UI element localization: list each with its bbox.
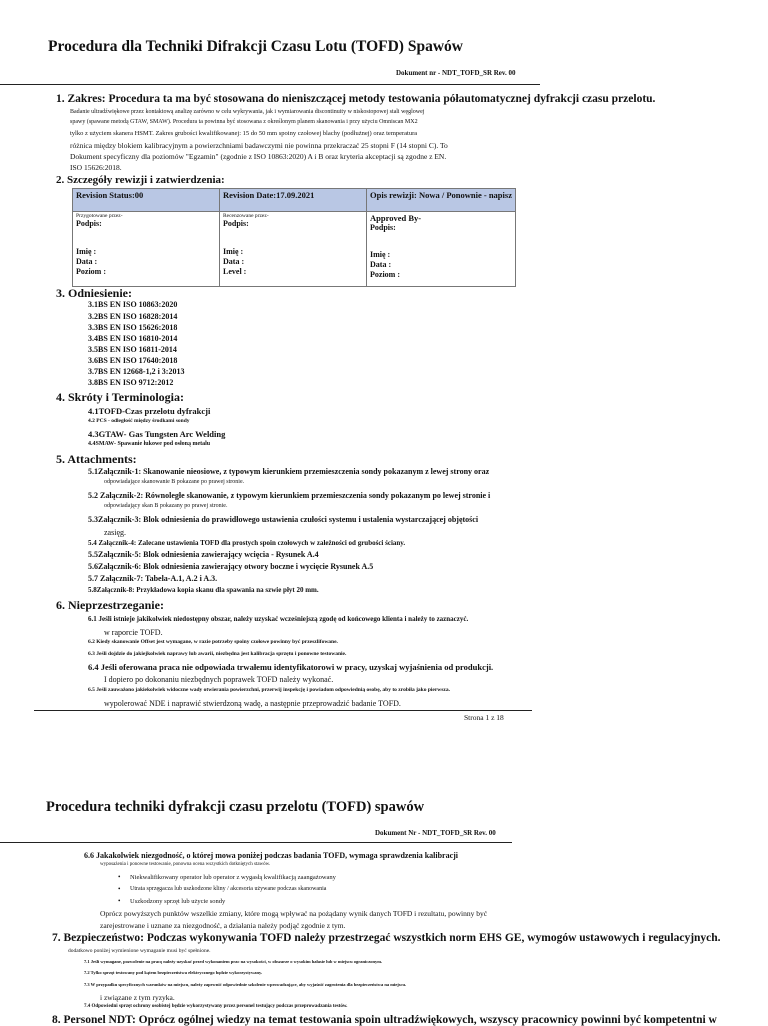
section-7-intro: dodatkowo poniżej wymienione wymaganie musi być spełnione. <box>68 948 211 954</box>
header-divider <box>0 84 540 85</box>
approved-by-cell <box>367 212 516 287</box>
attachment-subtext: odpowiadające skanowanie B pokazane po prawej stronie. <box>104 479 245 485</box>
attachment-item: 5.2 Załącznik-2: Równoległe skanowanie, z typowym kierunkiem przemieszczenia sondy pokazanym po lewej stronie i <box>88 491 491 500</box>
section-1-line: Dokument specyficzny dla poziomów "Egzamin" (zgodnie z ISO 10863:2020) A i B oraz kryteria akceptacji są zgodne z EN. <box>70 152 447 161</box>
section-3-heading: 3. Odniesienie: <box>56 286 133 300</box>
noncompliance-subtext: w raporcie TOFD. <box>104 628 163 637</box>
signature-label: Podpis: <box>76 219 102 228</box>
safety-item: 7.3 W przypadku specyficznych warunków na miejscu, należy zapewnić odpowiednie szkolenie wprowadzające, aby wyjaśnić zagrożenia dla bezpieczeństwa na miejscu. <box>84 982 407 987</box>
abbreviation-item: 4.4SMAW- Spawanie łukowe pod osłoną metalu <box>88 441 211 447</box>
section-4-heading: 4. Skróty i Terminologia: <box>56 390 185 404</box>
prepared-by-cell <box>73 212 220 287</box>
page-2-title: Procedura techniki dyfrakcji czasu przelotu (TOFD) spawów <box>46 799 425 815</box>
level-label: Poziom : <box>76 267 106 276</box>
reference-item: 3.8BS EN ISO 9712:2012 <box>88 378 174 387</box>
reference-item: 3.3BS EN ISO 15626:2018 <box>88 323 178 332</box>
footer-divider <box>34 710 532 711</box>
section-6-heading: 6. Nieprzestrzeganie: <box>56 598 164 612</box>
attachment-item: 5.8Załącznik-8: Przykładowa kopia skanu dla spawania na szwie płyt 20 mm. <box>88 586 319 594</box>
section-1-line: ISO 15626:2018. <box>70 163 122 172</box>
safety-item: 7.4 Odpowiedni sprzęt ochrony osobistej będzie wykorzystywany przez personel testujący podczas przeprowadzania testów. <box>84 1004 348 1009</box>
name-label: Imię : <box>370 250 391 259</box>
reference-item: 3.4BS EN ISO 16810-2014 <box>88 334 178 343</box>
reference-item: 3.7BS EN 12668-1,2 i 3:2013 <box>88 367 185 376</box>
bullet-item: Uszkodzony sprzęt lub użycie sondy <box>130 898 226 905</box>
name-label: Imię : <box>223 247 244 256</box>
bullet-icon: • <box>118 885 121 893</box>
date-label: Data : <box>76 257 98 266</box>
attachment-item: 5.5Załącznik-5: Blok odniesienia zawierający wcięcia - Rysunek A.4 <box>88 550 319 559</box>
revision-description: Opis rewizji: Nowa / Ponownie - napisz <box>367 189 516 212</box>
approved-by-caption: Approved By- <box>370 213 422 223</box>
document-number: Dokument nr - NDT_TOFD_SR Rev. 00 <box>396 69 516 77</box>
document-number: Dokument Nr - NDT_TOFD_SR Rev. 00 <box>375 829 496 837</box>
safety-subtext: i związane z tym ryzyka. <box>100 993 175 1002</box>
safety-item: 7.1 Jeśli wymagane, pozwolenie na pracę należy uzyskać przed wykonaniem prac na wysokości, w obszarze o wysokim hałasie lub w miejscu ograniczonym. <box>84 959 383 964</box>
section-2-heading: 2. Szczegóły rewizji i zatwierdzenia: <box>56 174 225 186</box>
paragraph-line: Oprócz powyższych punktów wszelkie zmiany, które mogą wpływać na pożądany wynik danych TOFD i rezultatu, powinny być <box>100 909 488 918</box>
revision-status: Revision Status:00 <box>73 189 220 212</box>
revision-table <box>72 188 516 287</box>
signature-label: Podpis: <box>223 219 249 228</box>
noncompliance-subtext: wypolerować NDE i naprawić stwierdzoną wadę, a następnie przeprowadzić badanie TOFD. <box>104 699 401 708</box>
abbreviation-item: 4.3GTAW- Gas Tungsten Arc Welding <box>88 429 226 439</box>
noncompliance-item: 6.4 Jeśli oferowana praca nie odpowiada trwałemu identyfikatorowi w pracy, uzyskaj wyjaśnienia od produkcji. <box>88 662 494 672</box>
attachment-item: 5.1Załącznik-1: Skanowanie nieosiowe, z typowym kierunkiem przemieszczenia sondy pokazanym z lewej strony oraz <box>88 467 490 476</box>
bullet-item: Utrata sprzęgacza lub uszkodzone kliny / akcesoria używane podczas skanowania <box>130 886 327 892</box>
section-1-line: różnica między blokiem kalibracyjnym a powierzchniami badawczymi nie powinna przekraczać 25 stopni F (14 stopni C). To <box>70 141 448 150</box>
reference-item: 3.2BS EN ISO 16828:2014 <box>88 312 178 321</box>
section-5-heading: 5. Attachments: <box>56 452 137 466</box>
reference-item: 3.6BS EN ISO 17640:2018 <box>88 356 178 365</box>
attachment-subtext: odpowiadający skan B pokazany po prawej stronie. <box>104 503 228 509</box>
section-1-line: tylko z użyciem skanera HSMT. Zakres grubości kwalifikowanej: 15 do 50 mm spoiny czołowej blachy (podłużnej) oraz temperatura <box>70 130 418 137</box>
section-1-heading: 1. Zakres: Procedura ta ma być stosowana do nieniszczącej metody testowania półautomatycznej dyfrakcji czasu przelotu. <box>56 93 656 105</box>
noncompliance-item: 6.2 Kiedy skanowanie Offset jest wymagane, w razie potrzeby spoiny czołowe powinny być przeszlifowane. <box>88 639 338 645</box>
section-1-line: Badanie ultradźwiękowe przez kontaktową analizę zarówno w celu wykrywania, jak i wymiarowania discontinuity w niskostopowej stali węglowej <box>70 109 425 115</box>
noncompliance-item: 6.1 Jeśli istnieje jakikolwiek niedostępny obszar, należy uzyskać wcześniejszą zgodę od końcowego klienta i należy to zaznaczyć. <box>88 615 469 623</box>
abbreviation-item: 4.2 PCS - odległość między środkami sondy <box>88 418 190 424</box>
noncompliance-item: 6.6 Jakakolwiek niezgodność, o której mowa poniżej podczas badania TOFD, wymaga sprawdzenia kalibracji <box>84 851 459 860</box>
attachment-subtext: zasięg. <box>104 528 126 537</box>
reference-item: 3.1BS EN ISO 10863:2020 <box>88 300 178 309</box>
attachment-item: 5.6Załącznik-6: Blok odniesienia zawierający otwory boczne i wycięcie Rysunek A.5 <box>88 562 374 571</box>
name-label: Imię : <box>76 247 97 256</box>
abbreviation-item: 4.1TOFD-Czas przelotu dyfrakcji <box>88 406 211 416</box>
section-1-line: spawy (spawane metodą GTAW, SMAW). Procedura ta powinna być stosowana z określonym planem skanowania i przy użyciu Omniscan MX2 <box>70 119 418 125</box>
noncompliance-item: 6.5 Jeśli zauważono jakiekolwiek widoczne wady otwierania powierzchni, przerwij inspekcję i powiadom odpowiednią osobę, aby to zrobiła jako pierwsza. <box>88 687 450 693</box>
reviewed-by-caption: Recenzowane przez- <box>223 213 269 219</box>
revision-date: Revision Date:17.09.2021 <box>220 189 367 212</box>
bullet-item: Niekwalifikowany operator lub operator z wygasłą kwalifikacją zaangażowany <box>130 874 336 881</box>
date-label: Data : <box>370 260 392 269</box>
safety-item: 7.2 Tylko sprzęt testowany pod kątem bezpieczeństwa elektrycznego będzie wykorzystywany. <box>84 970 263 975</box>
date-label: Data : <box>223 257 245 266</box>
reference-item: 3.5BS EN ISO 16811-2014 <box>88 345 177 354</box>
paragraph-line: zarejestrowane i uznane za niezgodność, a działania należy podjąć zgodnie z tym. <box>100 921 346 930</box>
attachment-item: 5.7 Załącznik-7: Tabela-A.1, A.2 i A.3. <box>88 574 218 583</box>
reviewed-by-cell <box>220 212 367 287</box>
noncompliance-item: 6.3 Jeśli dojdzie do jakiejkolwiek naprawy lub awarii, niezbędna jest kalibracja sprzętu i ponowne testowanie. <box>88 651 347 657</box>
section-8-heading: 8. Personel NDT: Oprócz ogólnej wiedzy na temat testowania spoin ultradźwiękowych, wszyscy pracownicy powinni być kompetentni w <box>52 1014 717 1026</box>
bullet-icon: • <box>118 873 121 881</box>
header-divider <box>0 842 512 843</box>
noncompliance-subtext: wyposażenia i ponowne testowanie, ponowna ocena wszystkich dotkniętych stawów. <box>100 862 271 867</box>
page-title: Procedura dla Techniki Difrakcji Czasu Lotu (TOFD) Spawów <box>48 38 463 55</box>
noncompliance-subtext: I dopiero po dokonaniu niezbędnych poprawek TOFD należy wykonać. <box>104 675 334 684</box>
level-label: Poziom : <box>370 270 400 279</box>
attachment-item: 5.4 Załącznik-4: Zalecane ustawienia TOFD dla prostych spoin czołowych w zależności od grubości ściany. <box>88 539 406 547</box>
page-number: Strona 1 z 18 <box>464 713 504 722</box>
level-label: Level : <box>223 267 247 276</box>
prepared-by-caption: Przygotowane przez- <box>76 213 123 219</box>
signature-label: Podpis: <box>370 223 396 232</box>
bullet-icon: • <box>118 897 121 905</box>
section-7-heading: 7. Bezpieczeństwo: Podczas wykonywania TOFD należy przestrzegać wszystkich norm EHS GE, wymogów ustawowych i regulacyjnych. <box>52 932 721 944</box>
attachment-item: 5.3Załącznik-3: Blok odniesienia do prawidłowego ustawienia czułości systemu i ustalenia wystarczającej objętości <box>88 515 479 524</box>
